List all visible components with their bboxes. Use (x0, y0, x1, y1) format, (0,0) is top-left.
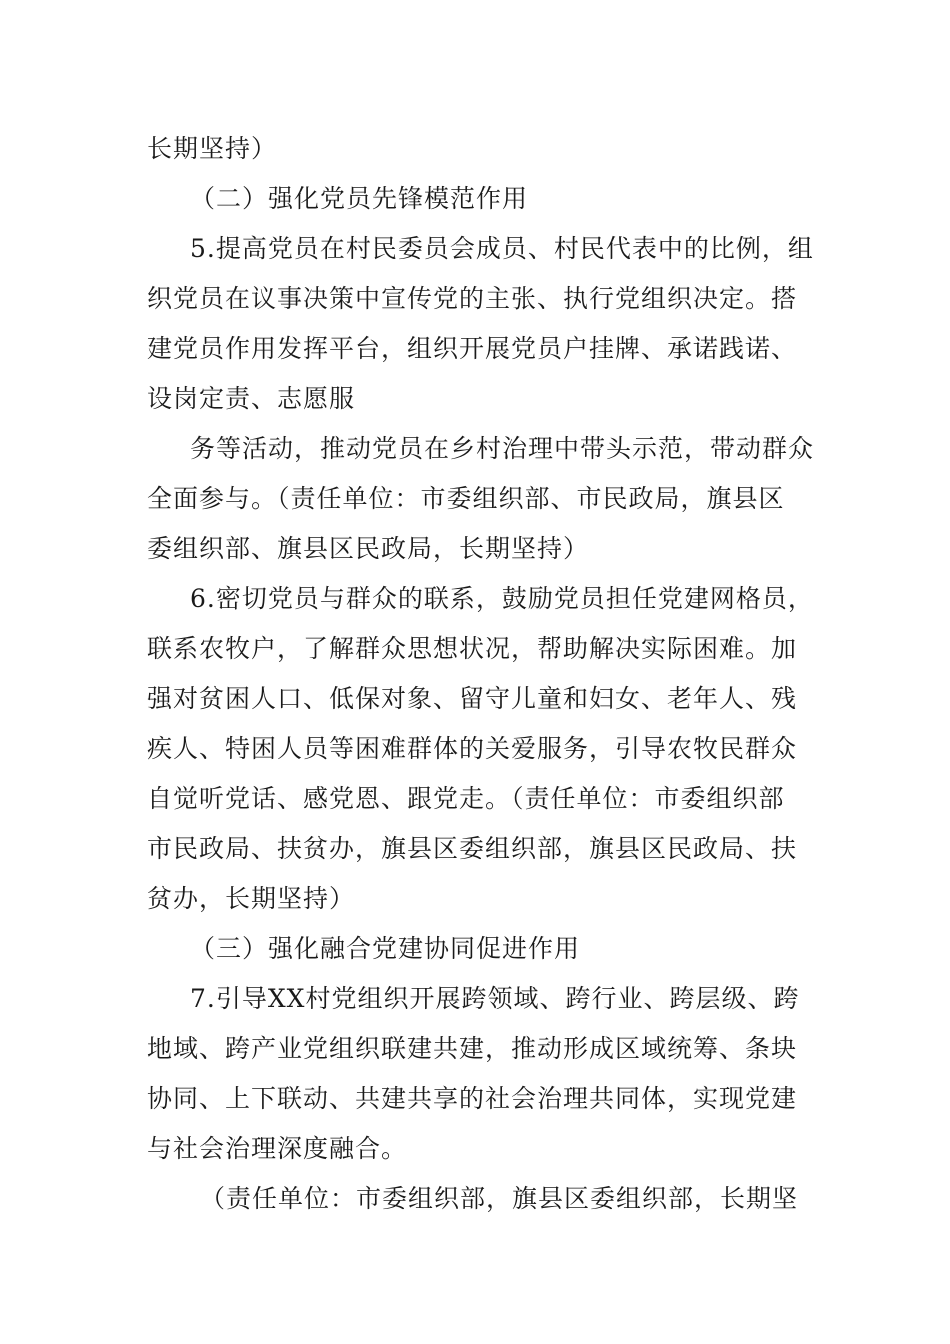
text-line: 自觉听党话、感党恩、跟党走。（责任单位：市委组织部 (147, 784, 785, 813)
text-line: 务等活动，推动党员在乡村治理中带头示范，带动群众 (190, 434, 815, 463)
text-line: 织党员在议事决策中宣传党的主张、执行党组织决定。搭 (147, 284, 798, 313)
text-line: 与社会治理深度融合。 (147, 1134, 408, 1163)
text-line: 全面参与。（责任单位：市委组织部、市民政局，旗县区 (147, 484, 785, 513)
text-line: 建党员作用发挥平台，组织开展党员户挂牌、承诺践诺、 (147, 334, 798, 363)
text-line: 协同、上下联动、共建共享的社会治理共同体，实现党建 (147, 1084, 798, 1113)
text-line: 委组织部、旗县区民政局，长期坚持） (147, 534, 590, 563)
text-line: 长期坚持） (147, 134, 278, 163)
text-line: （责任单位：市委组织部，旗县区委组织部，长期坚 (200, 1184, 799, 1213)
text-line: 地域、跨产业党组织联建共建，推动形成区域统筹、条块 (147, 1034, 798, 1063)
section-heading: （二）强化党员先锋模范作用 (190, 184, 529, 213)
text-line: 6.密切党员与群众的联系，鼓励党员担任党建网格员， (190, 584, 814, 613)
text-line: 市民政局、扶贫办，旗县区委组织部，旗县区民政局、扶 (147, 834, 798, 863)
text-line: 疾人、特困人员等困难群体的关爱服务，引导农牧民群众 (147, 734, 798, 763)
text-line: 贫办，长期坚持） (147, 884, 356, 913)
text-line: 5.提高党员在村民委员会成员、村民代表中的比例，组 (190, 234, 814, 263)
text-line: 7.引导XX村党组织开展跨领域、跨行业、跨层级、跨 (190, 984, 800, 1013)
section-heading: （三）强化融合党建协同促进作用 (190, 934, 581, 963)
text-line: 设岗定责、志愿服 (147, 384, 356, 413)
text-line: 联系农牧户，了解群众思想状况，帮助解决实际困难。加 (147, 634, 798, 663)
text-line: 强对贫困人口、低保对象、留守儿童和妇女、老年人、残 (147, 684, 798, 713)
